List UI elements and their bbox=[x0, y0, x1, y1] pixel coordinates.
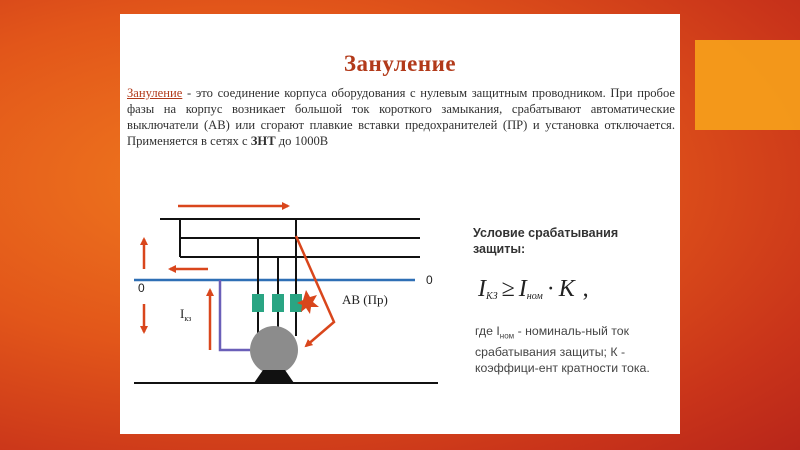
condition-title: Условие срабатывания защиты: bbox=[473, 226, 619, 256]
formula-k: К bbox=[558, 276, 575, 302]
explanation-rest: - номиналь-ный ток срабатывания защиты; К - коэффици-ент кратности тока. bbox=[475, 324, 650, 376]
slide-title: Зануление bbox=[343, 51, 457, 76]
fuse-1 bbox=[252, 294, 264, 312]
fault-path bbox=[220, 280, 250, 350]
slide bbox=[120, 14, 680, 434]
explanation-prefix: где I bbox=[475, 324, 500, 338]
definition-text: - это соединение корпуса оборудования с нулевым защитным проводником. При пробое фазы на корпус возникает большой ток короткого замыкания, срабатывают автоматические выключатели (АВ) или сгорают плавкие вставки предохранителей (ПР) и установка отключается. Применяется в сетях с bbox=[127, 86, 675, 148]
definition-text-end: до 1000В bbox=[275, 134, 329, 148]
formula-op: ≥ bbox=[501, 276, 515, 302]
explanation-sub: ном bbox=[499, 331, 515, 341]
label-zero-right: 0 bbox=[426, 273, 433, 287]
motor-body bbox=[250, 326, 298, 374]
formula-lhs-sub: КЗ bbox=[486, 291, 498, 302]
label-current-main: I bbox=[180, 306, 185, 321]
decorative-square bbox=[695, 40, 800, 130]
label-breaker: АВ (Пр) bbox=[342, 292, 388, 307]
formula-comma: , bbox=[582, 276, 589, 302]
definition-bold: ЗНТ bbox=[250, 134, 276, 148]
label-zero-left: 0 bbox=[138, 281, 145, 295]
trigger-formula bbox=[478, 276, 589, 303]
arrow-fault-return bbox=[296, 236, 334, 346]
motor-base bbox=[254, 370, 294, 383]
definition-term: Зануление bbox=[127, 86, 183, 100]
formula-rhs-sub: ном bbox=[526, 291, 543, 302]
label-current-sub: кз bbox=[184, 314, 192, 323]
formula-dot: · bbox=[546, 276, 555, 302]
formula-rhs: I bbox=[518, 276, 527, 302]
fuse-2 bbox=[272, 294, 284, 312]
label-current bbox=[180, 306, 191, 323]
formula-lhs: I bbox=[478, 276, 486, 302]
formula-explanation bbox=[475, 323, 655, 376]
